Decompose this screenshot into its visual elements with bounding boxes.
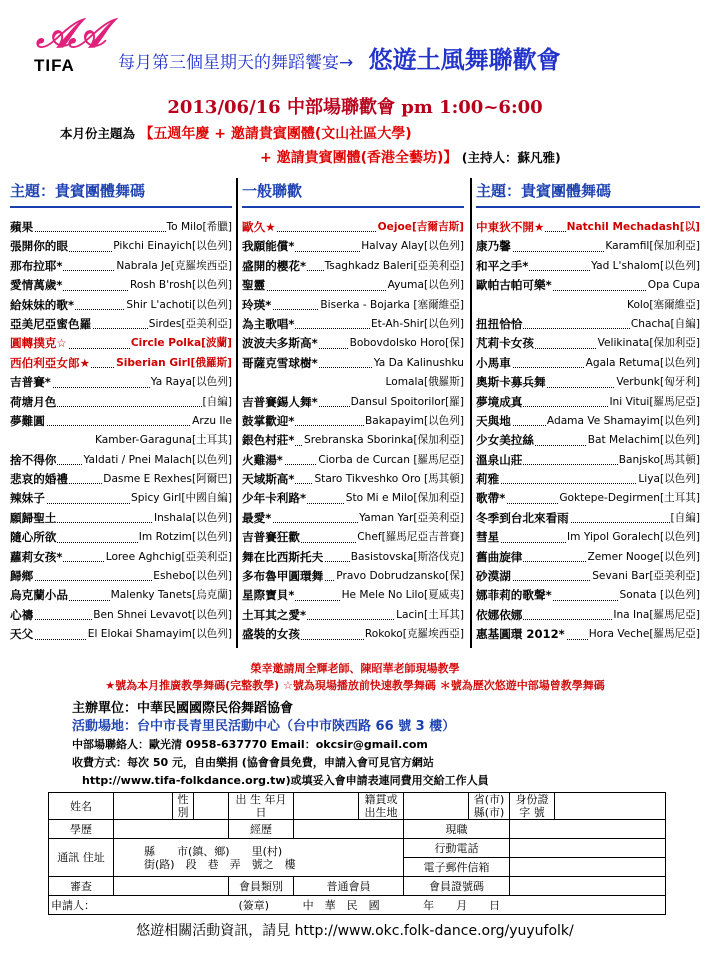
- dance-title: 烏克蘭小品: [10, 586, 69, 605]
- dance-row: [476, 393, 700, 412]
- dance-row: [10, 257, 232, 276]
- dance-origin: Staro Tikveshko Oro [馬其頓]: [313, 470, 464, 489]
- address-template-line1: 縣 市(鎮、鄉) 里(村): [144, 844, 283, 858]
- dance-origin: Lacin[土耳其]: [395, 606, 464, 625]
- dance-origin: Velikinata[保加利亞]: [597, 334, 700, 353]
- dance-row: [242, 567, 464, 586]
- dance-origin: Siberian Girl[俄羅斯]: [115, 354, 232, 373]
- dance-title: 隨心所欲: [10, 528, 57, 547]
- dance-origin: Rokoko[克羅埃西亞]: [364, 625, 464, 644]
- form-label-member-type: 會員類別: [229, 877, 294, 896]
- form-field-email[interactable]: [510, 858, 666, 877]
- dance-row: [476, 567, 700, 586]
- form-field-sex[interactable]: [194, 793, 229, 820]
- dance-origin: Bakapayim[以色列]: [364, 412, 464, 431]
- dance-origin: Malenky Tanets[烏克蘭]: [110, 586, 232, 605]
- dance-title: 願歸聖土: [10, 509, 57, 528]
- dance-title: 吉普賽狂歡: [242, 528, 301, 547]
- dance-row: [476, 237, 700, 256]
- dance-origin: Yaldati / Pnei Malach[以色列]: [83, 451, 232, 470]
- dance-title: 舊曲旋律: [476, 548, 523, 567]
- form-label-review: 審查: [49, 877, 114, 896]
- dance-row: [242, 412, 464, 431]
- dance-title: 西伯利亞女郎★: [10, 354, 91, 373]
- dance-row: [10, 451, 232, 470]
- dance-row: [242, 296, 464, 315]
- theme-label: 本月份主題為: [60, 126, 136, 141]
- dance-title: 小馬車: [476, 354, 512, 373]
- dance-title: 扭扭恰恰: [476, 315, 523, 334]
- event-name: 悠遊土風舞聯歡會: [368, 46, 561, 74]
- dance-row: [476, 257, 700, 276]
- form-label-name: 姓名: [49, 793, 114, 820]
- form-field-address[interactable]: [114, 839, 404, 877]
- dance-row: [10, 412, 232, 431]
- dance-title: 愛情萬歲*: [10, 276, 63, 295]
- dance-row: [242, 548, 464, 567]
- dance-row: [476, 412, 700, 431]
- dance-origin: Hora Veche[羅馬尼亞]: [588, 625, 700, 644]
- dance-origin: Karamfil[保加利亞]: [604, 237, 700, 256]
- dance-origin: Et-Ah-Shir[以色列]: [370, 315, 464, 334]
- form-field-member-no[interactable]: [510, 877, 666, 896]
- dance-row: [476, 586, 700, 605]
- dance-row: [476, 334, 700, 353]
- dance-origin: Pravo Dobrudzansko[保]: [335, 567, 464, 586]
- form-label-id: 身份證 字 號: [510, 793, 555, 820]
- teachers-note: 榮幸邀請周全輝老師、陳昭華老師現場教學: [250, 662, 460, 675]
- dance-title: 少女美拉絲: [476, 431, 535, 450]
- dance-origin: Kamber-Garaguna[土耳其]: [95, 434, 232, 447]
- form-label-sign: (簽章): [238, 898, 270, 912]
- dance-title: 張開你的眼: [10, 237, 69, 256]
- dance-title: 圓轉撲克☆: [10, 334, 68, 353]
- form-label-sex: 性別: [173, 793, 194, 820]
- dance-row: [10, 548, 232, 567]
- dance-origin: [自編]: [670, 509, 700, 528]
- dance-row: [242, 218, 464, 237]
- dance-title: 夢境成真: [476, 393, 523, 412]
- dance-row: [242, 625, 464, 644]
- dance-title: 星際寶貝*: [242, 586, 295, 605]
- contact-line: 中部場聯絡人：歐光清 0958-637770 Email：okcsir@gmail.com: [72, 738, 428, 751]
- dance-title: 吉普賽錫人舞*: [242, 393, 319, 412]
- form-label-member-no: 會員證號碼: [404, 877, 510, 896]
- dance-title: 鼓掌歡迎*: [242, 412, 295, 431]
- dance-origin: El Elokai Shamayim[以色列]: [87, 625, 232, 644]
- dance-row: [242, 451, 464, 470]
- dance-title: 玲瑛*: [242, 296, 272, 315]
- dance-row: [242, 586, 464, 605]
- dance-origin: Dasme E Rexhes[阿爾巴]: [102, 470, 232, 489]
- dance-row: [476, 373, 700, 392]
- dance-title: 盛裝的女孩: [242, 625, 301, 644]
- dance-origin: Pikchi Einayich[以色列]: [112, 237, 232, 256]
- dance-origin: Ciorba de Curcan [羅馬尼亞]: [317, 451, 464, 470]
- dance-row: [10, 237, 232, 256]
- dance-title: 和平之手*: [476, 257, 529, 276]
- dance-origin: Lomala[俄羅斯]: [385, 376, 464, 389]
- theme-line1: 【五週年慶 + 邀請貴賓團體(文山社區大學): [139, 126, 412, 142]
- dance-title: 中東狄不開★: [476, 218, 545, 237]
- dance-title: 奧斯卡募兵舞: [476, 373, 547, 392]
- dance-title: 芃莉卡女孩: [476, 334, 535, 353]
- dance-origin: Natchil Mechadash[以]: [566, 218, 700, 237]
- dance-title: 心禱: [10, 606, 34, 625]
- form-applicant-row[interactable]: [49, 896, 666, 915]
- column-guest-1: [10, 180, 232, 645]
- dance-origin: Loree Aghchig[亞美利亞]: [105, 548, 232, 567]
- column-heading: 主題：貴賓團體舞碼: [476, 180, 700, 208]
- form-field-job[interactable]: [510, 820, 666, 839]
- dance-row: [242, 373, 464, 392]
- footer-info: 悠遊相關活動資訊，請見 http://www.okc.folk-dance.org/yuyufolk/: [136, 923, 574, 939]
- dance-title: 那布拉耶*: [10, 257, 63, 276]
- form-label-mobile: 行動電話: [404, 839, 510, 858]
- dance-origin: Bobovdolsko Horo[保]: [349, 334, 464, 353]
- dance-title: 天與地: [476, 412, 512, 431]
- dance-origin: Biserka - Bojarka [塞爾維亞]: [319, 296, 464, 315]
- dance-row: [10, 489, 232, 508]
- form-label-date: 年 月 日: [423, 898, 501, 912]
- dance-origin: Shir L'achoti[以色列]: [125, 296, 232, 315]
- column-general: [242, 180, 464, 645]
- form-label-applicant: 申請人：: [51, 898, 95, 912]
- form-field-origin[interactable]: [404, 793, 469, 820]
- dance-row: [476, 431, 700, 450]
- dance-row: [10, 373, 232, 392]
- dance-origin: Halvay Alay[以色列]: [360, 237, 464, 256]
- dance-row: [476, 451, 700, 470]
- form-field-birth[interactable]: [294, 793, 359, 820]
- form-field-mobile[interactable]: [510, 839, 666, 858]
- tifa-logo-text: TIFA: [34, 56, 75, 75]
- dance-title: 辣妹子: [10, 489, 46, 508]
- dance-origin: Srebranska Sborinka[保加利亞]: [303, 431, 464, 450]
- dance-title: 冬季到台北來看雨: [476, 509, 570, 528]
- dance-row: [10, 470, 232, 489]
- dance-row: [242, 470, 464, 489]
- dance-title: 銀色村莊*: [242, 431, 295, 450]
- dance-list: [476, 218, 700, 645]
- dance-title: 亞美尼亞蜜色羅: [10, 315, 92, 334]
- dance-title: 土耳其之愛*: [242, 606, 307, 625]
- dance-row: [10, 296, 232, 315]
- dance-origin: Sto Mi e Milo[保加利亞]: [345, 489, 464, 508]
- dance-row: [10, 276, 232, 295]
- form-field-education[interactable]: [114, 820, 229, 839]
- page-title: 2013/06/16 中部場聯歡會 pm 1:00~6:00: [167, 97, 543, 118]
- tifa-logo-mark: 𝒜𝒜: [36, 10, 100, 57]
- dance-origin: Basistovska[斯洛伐克]: [350, 548, 464, 567]
- form-label-roc: 中 華 民 國: [302, 898, 380, 912]
- dance-title: 我願能償*: [242, 237, 295, 256]
- dance-origin: Adama Ve Shamayim[以色列]: [546, 412, 700, 431]
- dance-title: 為主歌唱*: [242, 315, 295, 334]
- dance-title: 夢難圓: [10, 412, 46, 431]
- dance-row: [242, 276, 464, 295]
- dance-title: 歸鄉: [10, 567, 34, 586]
- form-label-job: 現職: [404, 820, 510, 839]
- dance-row: [10, 354, 232, 373]
- dance-origin: Yaman Yar[亞美利亞]: [358, 509, 464, 528]
- venue-line: 活動場地：台中市長青里民活動中心（台中市陝西路 66 號 3 樓）: [72, 719, 456, 734]
- form-field-name[interactable]: [114, 793, 173, 820]
- dance-row: [242, 354, 464, 373]
- dance-title: 蘋果: [10, 218, 34, 237]
- dance-row: [476, 470, 700, 489]
- header-slogan: [118, 40, 561, 75]
- dance-origin: Eshebo[以色列]: [152, 567, 232, 586]
- dance-row: [242, 509, 464, 528]
- column-divider: [470, 178, 472, 648]
- dance-row: [242, 237, 464, 256]
- form-field-experience[interactable]: [294, 820, 404, 839]
- column-heading: 主題：貴賓團體舞碼: [10, 180, 232, 208]
- dance-row: [242, 334, 464, 353]
- dance-title: 悲哀的婚禮: [10, 470, 69, 489]
- dance-row: [242, 489, 464, 508]
- form-field-review[interactable]: [114, 877, 229, 896]
- monthly-theme: [60, 122, 561, 170]
- dance-origin: [自編]: [202, 393, 232, 412]
- dance-title: 依娜依娜: [476, 606, 523, 625]
- form-label-experience: 經歷: [229, 820, 294, 839]
- dance-row: [10, 606, 232, 625]
- fee-line: 收費方式：每次 50 元，自由樂捐 (協會會員免費，申請入會可見官方網站: [72, 756, 434, 769]
- dance-origin: Sonata [以色列]: [619, 586, 700, 605]
- dance-row: [242, 528, 464, 547]
- dance-title: 歐帕古帕可樂*: [476, 276, 553, 295]
- dance-origin: Circle Polka[波蘭]: [130, 334, 232, 353]
- dance-title: 舞在比西斯托夫: [242, 548, 324, 567]
- form-label-origin: 籍貫或 出生地: [359, 793, 404, 820]
- membership-form: [48, 792, 666, 915]
- dance-row: [10, 315, 232, 334]
- dance-title: 吉普賽*: [10, 373, 52, 392]
- dance-origin: Yad L'shalom[以色列]: [590, 257, 700, 276]
- dance-row: [10, 334, 232, 353]
- dance-title: 火雞湯*: [242, 451, 284, 470]
- dance-origin: Agala Retuma[以色列]: [585, 354, 700, 373]
- dance-origin: Verbunk[匈牙利]: [615, 373, 700, 392]
- dance-title: 蘿莉女孩*: [10, 548, 63, 567]
- dance-row: [242, 393, 464, 412]
- dance-origin: Inshala[以色列]: [153, 509, 232, 528]
- dance-origin: Arzu Ile: [191, 412, 232, 431]
- dance-origin: Spicy Girl[中國自編]: [130, 489, 232, 508]
- dance-origin: Bat Melachim[以色列]: [587, 431, 700, 450]
- dance-title: 歌帶*: [476, 489, 506, 508]
- form-field-id[interactable]: [555, 793, 666, 820]
- dance-origin: Banjsko[馬其頓]: [618, 451, 700, 470]
- dance-origin: Rosh B'rosh[以色列]: [129, 276, 232, 295]
- dance-origin: Ini Vitui[羅馬尼亞]: [608, 393, 700, 412]
- column-divider: [236, 178, 238, 648]
- dance-title: 盛開的櫻花*: [242, 257, 307, 276]
- dance-title: 溫泉山莊: [476, 451, 523, 470]
- dance-origin: Chacha[自編]: [630, 315, 700, 334]
- dance-title: 最愛*: [242, 509, 272, 528]
- column-heading: 一般聯歡: [242, 180, 464, 208]
- dance-row: [476, 296, 700, 315]
- dance-origin: Ina Ina[羅馬尼亞]: [612, 606, 700, 625]
- dance-title: 荷塘月色: [10, 393, 57, 412]
- dance-row: [242, 257, 464, 276]
- dance-origin: Opa Cupa: [647, 276, 700, 295]
- dance-row: [242, 431, 464, 450]
- dance-origin: Goktepe-Degirmen[土耳其]: [558, 489, 700, 508]
- theme-line2: + 邀請貴賓團體(香港全藝坊)】: [260, 150, 458, 166]
- dance-title: 天父: [10, 625, 34, 644]
- dance-row: [476, 548, 700, 567]
- dance-origin: Ya Da Kalinushku: [373, 354, 464, 373]
- dance-row: [476, 315, 700, 334]
- dance-row: [476, 528, 700, 547]
- dance-row: [476, 625, 700, 644]
- dance-origin: Sirdes[亞美利亞]: [148, 315, 232, 334]
- dance-row: [10, 567, 232, 586]
- dance-title: 哥薩克雪球樹*: [242, 354, 319, 373]
- dance-title: 歐久★: [242, 218, 277, 237]
- dance-title: 康乃馨: [476, 237, 512, 256]
- dance-origin: Ayuma[以色列]: [387, 276, 464, 295]
- dance-origin: Oejoe[吉爾吉斯]: [377, 218, 464, 237]
- dance-list: [10, 218, 232, 645]
- dance-row: [10, 218, 232, 237]
- tifa-logo: [30, 12, 102, 76]
- dance-row: [10, 431, 232, 450]
- dance-title: 給妹妹的歌*: [10, 296, 75, 315]
- dance-title: 聖靈: [242, 276, 266, 295]
- dance-row: [10, 393, 232, 412]
- dance-row: [242, 606, 464, 625]
- dance-title: 莉雅: [476, 470, 500, 489]
- url-line: http://www.tifa-folkdance.org.tw)或填妥入會申請表連同費用交給工作人員: [82, 774, 489, 787]
- dance-origin: Ya Raya[以色列]: [150, 373, 232, 392]
- teaching-notes: [0, 660, 710, 694]
- column-guest-2: [476, 180, 700, 645]
- form-label-province: 省(市) 縣(市): [469, 793, 510, 820]
- dance-title: 少年卡利路*: [242, 489, 307, 508]
- organizer-info: [72, 700, 489, 790]
- dance-title: 彗星: [476, 528, 500, 547]
- dance-list: [242, 218, 464, 645]
- dance-origin: Zemer Nooge[以色列]: [586, 548, 700, 567]
- dance-origin: Kolo[塞爾維亞]: [627, 298, 700, 311]
- dance-row: [10, 586, 232, 605]
- dance-row: [476, 509, 700, 528]
- slogan-text: 每月第三個星期天的舞蹈饗宴→: [118, 53, 354, 73]
- dance-row: [476, 354, 700, 373]
- dance-row: [10, 625, 232, 644]
- dance-row: [476, 218, 700, 237]
- host-line: 主辦單位：中華民國國際民俗舞蹈協會: [72, 701, 294, 716]
- dance-row: [476, 606, 700, 625]
- dance-title: 天域斯高*: [242, 470, 295, 489]
- dance-origin: Liya[以色列]: [637, 470, 700, 489]
- form-label-birth: 出 生 年月日: [229, 793, 294, 820]
- form-label-email: 電子郵件信箱: [404, 858, 510, 877]
- dance-origin: Tsaghkadz Baleri[亞美利亞]: [324, 257, 464, 276]
- dance-title: 娜菲莉的歌聲*: [476, 586, 553, 605]
- form-value-normal-member: 普通會員: [294, 877, 404, 896]
- dance-origin: Im Rotzim[以色列]: [138, 528, 232, 547]
- dance-origin: Ben Shnei Levavot[以色列]: [92, 606, 232, 625]
- dance-title: 惠基圓環 2012*: [476, 625, 566, 644]
- theme-host: (主持人：蘇凡雅): [461, 150, 561, 165]
- dance-row: [10, 528, 232, 547]
- dance-origin: Im Yipol Goralech[以色列]: [566, 528, 700, 547]
- legend-note: ★號為本月推廣教學舞碼(完整教學) ☆號為現場播放前快速教學舞碼 ＊號為歷次悠遊中部場曾教學舞碼: [105, 679, 605, 692]
- dance-row: [476, 489, 700, 508]
- dance-row: [476, 276, 700, 295]
- dance-row: [242, 315, 464, 334]
- dance-origin: Dansul Spoitorilor[羅]: [350, 393, 464, 412]
- dance-origin: To Milo[希臘]: [166, 218, 232, 237]
- dance-origin: Chef[羅馬尼亞吉普賽]: [356, 528, 464, 547]
- address-template-line2: 街(路) 段 巷 弄 號之 樓: [144, 857, 296, 871]
- dance-title: 捨不得你: [10, 451, 57, 470]
- form-label-address: 通訊 住址: [49, 839, 114, 877]
- dance-origin: He Mele No Lilo[夏威夷]: [341, 586, 464, 605]
- dance-title: 波波夫多斯高*: [242, 334, 319, 353]
- form-label-education: 學歷: [49, 820, 114, 839]
- dance-row: [10, 509, 232, 528]
- dance-origin: Nabrala Je[克羅埃西亞]: [115, 257, 232, 276]
- dance-title: 砂漠湖: [476, 567, 512, 586]
- dance-title: 多布魯甲圓環舞: [242, 567, 324, 586]
- dance-origin: Sevani Bar[亞美利亞]: [591, 567, 700, 586]
